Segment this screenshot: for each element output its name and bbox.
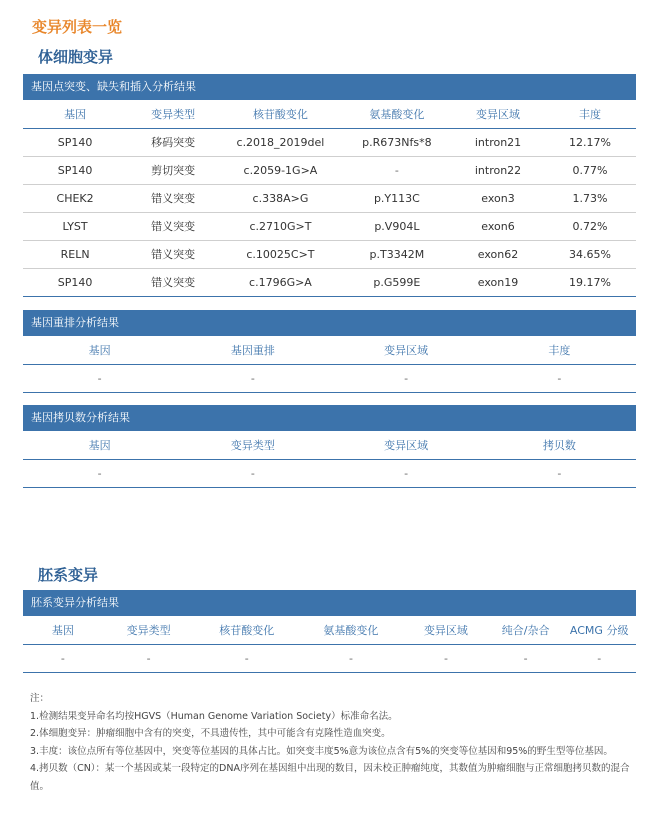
table-cell: exon62 bbox=[452, 240, 544, 268]
table-cell: SP140 bbox=[23, 268, 127, 296]
column-header: 丰度 bbox=[544, 100, 636, 128]
table-cell: 1.73% bbox=[544, 184, 636, 212]
table-cell: exon19 bbox=[452, 268, 544, 296]
column-header: 变异类型 bbox=[176, 431, 329, 459]
column-header: 基因 bbox=[23, 100, 127, 128]
table-cell: 0.72% bbox=[544, 212, 636, 240]
table-cell: 12.17% bbox=[544, 128, 636, 156]
table-row bbox=[23, 156, 636, 184]
note-line: 2.体细胞变异：肿瘤细胞中含有的突变，不具遗传性，其中可能含有克隆性造血突变。 bbox=[30, 728, 391, 739]
table-cell: 19.17% bbox=[544, 268, 636, 296]
table-cell: - bbox=[330, 364, 483, 392]
table-cell: CHEK2 bbox=[23, 184, 127, 212]
snv-table bbox=[23, 100, 636, 297]
table-cell: 错义突变 bbox=[127, 212, 219, 240]
fusion-table-header: 基因重排分析结果 bbox=[23, 310, 636, 336]
column-header: 核苷酸变化 bbox=[195, 616, 299, 644]
note-line: 注： bbox=[30, 693, 50, 704]
snv-table-header: 基因点突变、缺失和插入分析结果 bbox=[23, 74, 636, 100]
column-header: 基因 bbox=[23, 336, 176, 364]
column-header: 变异区域 bbox=[330, 336, 483, 364]
column-header: 变异区域 bbox=[330, 431, 483, 459]
column-header: 丰度 bbox=[483, 336, 636, 364]
table-cell: p.V904L bbox=[342, 212, 452, 240]
table-row bbox=[23, 364, 636, 392]
notes bbox=[30, 690, 635, 795]
table-cell: c.2018_2019del bbox=[219, 128, 342, 156]
note-line: 1.检测结果变异命名均按HGVS（Human Genome Variation Society）标准命名法。 bbox=[30, 710, 398, 722]
table-row bbox=[23, 212, 636, 240]
cnv-table-block bbox=[23, 405, 636, 488]
table-cell: RELN bbox=[23, 240, 127, 268]
germline-table bbox=[23, 616, 636, 673]
table-cell: - bbox=[330, 459, 483, 487]
column-header: 变异类型 bbox=[127, 100, 219, 128]
snv-table-block bbox=[23, 74, 636, 297]
table-cell: exon3 bbox=[452, 184, 544, 212]
table-cell: p.R673Nfs*8 bbox=[342, 128, 452, 156]
germline-table-header: 胚系变异分析结果 bbox=[23, 590, 636, 616]
table-cell: 34.65% bbox=[544, 240, 636, 268]
note-line: 3.丰度：该位点所有等位基因中，突变等位基因的具体占比。如突变丰度5%意为该位点含有5%的突变等位基因和95%的野生型等位基因。 bbox=[30, 745, 613, 757]
table-row bbox=[23, 184, 636, 212]
cnv-table bbox=[23, 431, 636, 488]
table-cell: exon6 bbox=[452, 212, 544, 240]
column-header: 氨基酸变化 bbox=[342, 100, 452, 128]
table-cell: SP140 bbox=[23, 156, 127, 184]
note-line: 4.拷贝数（CN）：某一个基因或某一段特定的DNA序列在基因组中出现的数目，因未校正肿瘤纯度，其数值为肿瘤细胞与正常细胞拷贝数的混合值。 bbox=[30, 763, 630, 792]
fusion-table-block bbox=[23, 310, 636, 393]
germline-table-block bbox=[23, 590, 636, 673]
table-cell: p.Y113C bbox=[342, 184, 452, 212]
table-cell: - bbox=[176, 364, 329, 392]
table-cell: p.T3342M bbox=[342, 240, 452, 268]
table-row bbox=[23, 268, 636, 296]
table-cell: intron22 bbox=[452, 156, 544, 184]
table-cell: p.G599E bbox=[342, 268, 452, 296]
table-cell: - bbox=[23, 459, 176, 487]
table-cell: - bbox=[562, 644, 636, 672]
page-title: 变异列表一览 bbox=[32, 18, 123, 36]
table-row bbox=[23, 128, 636, 156]
table-cell: c.1796G>A bbox=[219, 268, 342, 296]
somatic-section-title: 体细胞变异 bbox=[38, 48, 114, 66]
table-cell: - bbox=[23, 644, 103, 672]
column-header: 变异区域 bbox=[452, 100, 544, 128]
table-cell: - bbox=[299, 644, 403, 672]
table-cell: 移码突变 bbox=[127, 128, 219, 156]
column-header: 拷贝数 bbox=[483, 431, 636, 459]
table-cell: - bbox=[489, 644, 563, 672]
table-cell: - bbox=[195, 644, 299, 672]
table-cell: 错义突变 bbox=[127, 240, 219, 268]
table-cell: - bbox=[403, 644, 489, 672]
table-cell: - bbox=[176, 459, 329, 487]
table-cell: 错义突变 bbox=[127, 268, 219, 296]
table-cell: - bbox=[483, 459, 636, 487]
table-cell: c.10025C>T bbox=[219, 240, 342, 268]
germline-section-title: 胚系变异 bbox=[38, 566, 99, 584]
table-row bbox=[23, 644, 636, 672]
table-cell: 0.77% bbox=[544, 156, 636, 184]
table-cell: c.2710G>T bbox=[219, 212, 342, 240]
column-header: 变异类型 bbox=[103, 616, 195, 644]
column-header: 纯合/杂合 bbox=[489, 616, 563, 644]
column-header: ACMG 分级 bbox=[562, 616, 636, 644]
column-header: 核苷酸变化 bbox=[219, 100, 342, 128]
table-cell: LYST bbox=[23, 212, 127, 240]
table-cell: - bbox=[23, 364, 176, 392]
column-header: 变异区域 bbox=[403, 616, 489, 644]
table-cell: c.338A>G bbox=[219, 184, 342, 212]
column-header: 基因重排 bbox=[176, 336, 329, 364]
table-cell: - bbox=[342, 156, 452, 184]
table-cell: c.2059-1G>A bbox=[219, 156, 342, 184]
table-cell: intron21 bbox=[452, 128, 544, 156]
column-header: 基因 bbox=[23, 616, 103, 644]
cnv-table-header: 基因拷贝数分析结果 bbox=[23, 405, 636, 431]
table-cell: - bbox=[103, 644, 195, 672]
table-row bbox=[23, 459, 636, 487]
fusion-table bbox=[23, 336, 636, 393]
column-header: 基因 bbox=[23, 431, 176, 459]
table-cell: 错义突变 bbox=[127, 184, 219, 212]
table-cell: SP140 bbox=[23, 128, 127, 156]
table-row bbox=[23, 240, 636, 268]
table-cell: - bbox=[483, 364, 636, 392]
column-header: 氨基酸变化 bbox=[299, 616, 403, 644]
table-cell: 剪切突变 bbox=[127, 156, 219, 184]
